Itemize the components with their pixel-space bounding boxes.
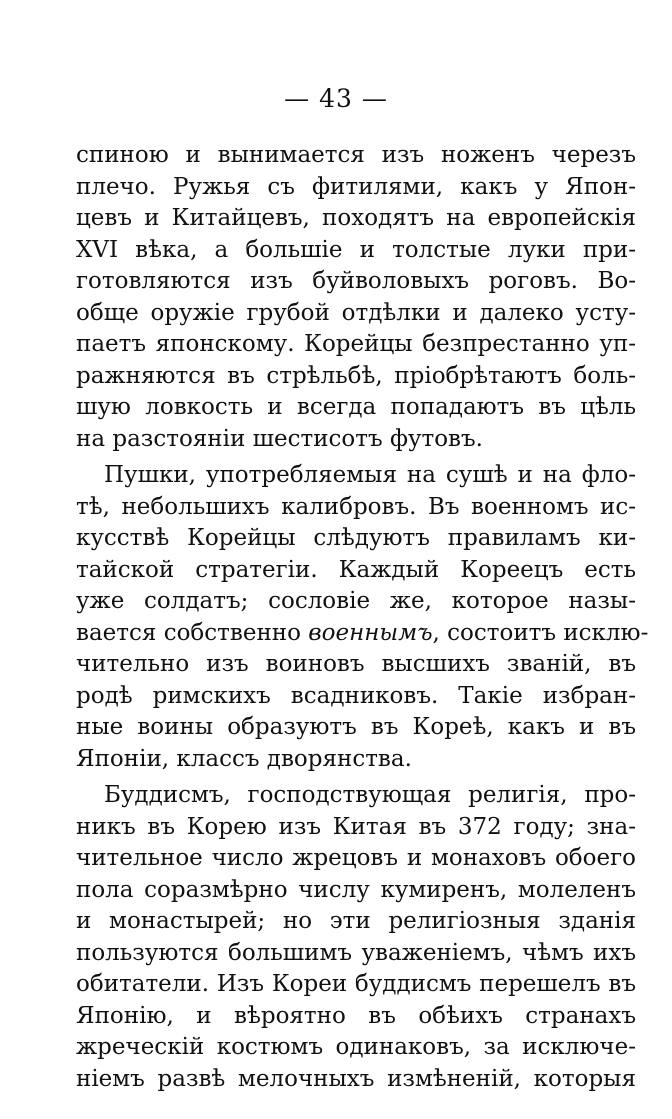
text-line: ніемъ развѣ мелочныхъ измѣненій, которыя	[76, 1065, 636, 1092]
paragraph-2	[76, 460, 649, 775]
paragraph-3	[76, 780, 636, 1095]
body-text	[76, 140, 649, 1095]
text-span: , состоитъ исклю-	[432, 619, 649, 646]
text-line: обще оружіе грубой отдѣлки и далеко усту-	[76, 299, 636, 326]
text-span: вается собственно	[76, 619, 309, 646]
text-line: кусствѣ Корейцы слѣдуютъ правиламъ ки-	[76, 525, 636, 551]
emphasized-word: военнымъ	[308, 619, 433, 646]
text-line: Японіи, классъ дворянства.	[76, 745, 412, 772]
text-line: пользуются большимъ уваженіемъ, чѣмъ ихъ	[76, 939, 636, 966]
text-line: чительное число жрецовъ и монаховъ обоего	[76, 845, 636, 871]
text-line: пола соразмѣрно числу кумиренъ, молеленъ	[76, 876, 636, 903]
paragraph-1	[76, 140, 636, 455]
text-line: паетъ японскому. Корейцы безпрестанно уп-	[76, 331, 636, 357]
text-line: готовляются изъ буйволовыхъ роговъ. Во-	[76, 268, 636, 294]
text-line: Пушки, употребляемыя на сушѣ и на фло-	[104, 462, 636, 488]
text-line: чительно изъ воиновъ высшихъ званій, въ	[76, 651, 636, 677]
text-line: XVI вѣка, а большіе и толстые луки при-	[76, 236, 636, 263]
text-line-mixed	[76, 618, 649, 650]
text-line: ражняются въ стрѣльбѣ, пріобрѣтаютъ боль-	[76, 362, 636, 389]
text-line: родѣ римскихъ всадниковъ. Такіе избран-	[76, 682, 636, 709]
text-line: Буддисмъ, господствующая религія, про-	[104, 782, 636, 808]
text-line: уже солдатъ; сословіе же, которое назы-	[76, 588, 636, 614]
text-line: шую ловкость и всегда попадаютъ въ цѣль	[76, 394, 636, 420]
text-line: спиною и вынимается изъ ноженъ черезъ	[76, 142, 636, 168]
text-line: на разстояніи шестисотъ футовъ.	[76, 425, 483, 452]
text-line: никъ въ Корею изъ Китая въ 372 году; зна-	[76, 813, 636, 840]
text-line: цевъ и Китайцевъ, походятъ на европейскія	[76, 205, 636, 231]
page-number: — 43 —	[284, 84, 388, 113]
text-line: и монастырей; но эти религіозныя зданія	[76, 908, 636, 934]
text-line: жреческій костюмъ одинаковъ, за исключе-	[76, 1034, 636, 1060]
text-line: тайской стратегіи. Каждый Кореецъ есть	[76, 556, 636, 583]
text-line: плечо. Ружья съ фитилями, какъ у Япон-	[76, 173, 636, 200]
text-line: обитатели. Изъ Кореи буддисмъ перешелъ въ	[76, 971, 636, 997]
text-line: ные воины образуютъ въ Кореѣ, какъ и въ	[76, 714, 636, 740]
text-line: тѣ, небольшихъ калибровъ. Въ военномъ ис-	[76, 493, 636, 520]
text-line: Японію, и вѣроятно въ обѣихъ странахъ	[76, 1002, 636, 1029]
